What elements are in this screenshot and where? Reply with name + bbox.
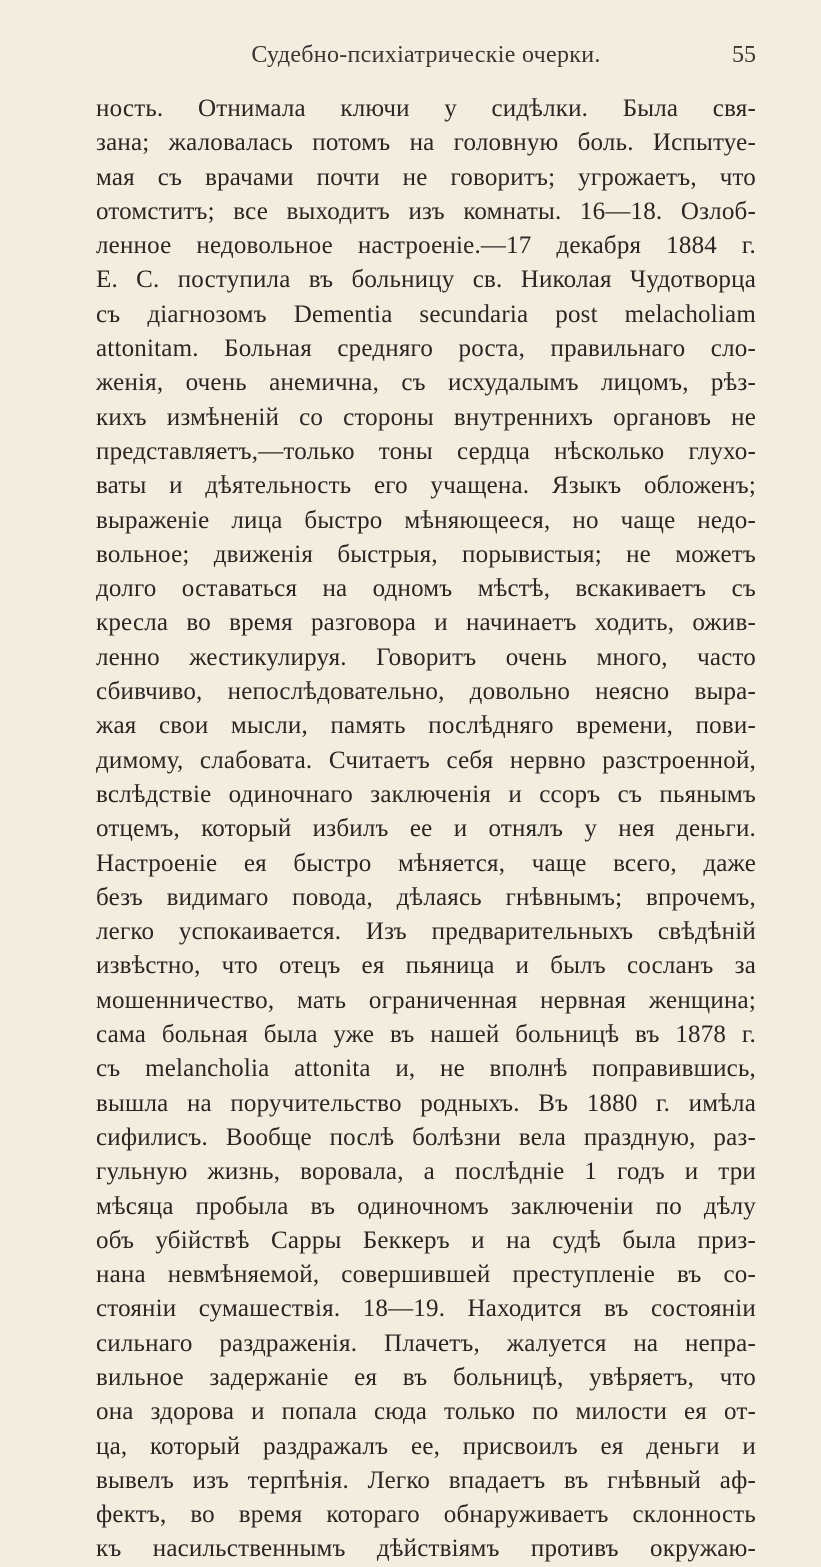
text-line: жая свои мысли, память послѣдняго времени, пови- — [96, 712, 756, 740]
text-line: ность. Отнимала ключи у сидѣлки. Была свя- — [96, 95, 756, 122]
text-line: ваты и дѣятельность его учащена. Языкъ обложенъ; — [96, 472, 756, 500]
text-line: сильнаго раздраженія. Плачетъ, жалуется на непра- — [96, 1329, 756, 1357]
text-line: къ насильственнымъ дѣйствіямъ противъ окружаю- — [96, 1535, 756, 1563]
text-line: вильное задержаніе ея въ больницѣ, увѣряетъ, что — [96, 1363, 756, 1391]
text-line: фектъ, во время котораго обнаруживаетъ склонность — [96, 1501, 756, 1529]
text-line: отцемъ, который избилъ ее и отнялъ у нея деньги. — [96, 815, 756, 843]
text-line: мошенничество, мать ограниченная нервная женщина; — [96, 986, 756, 1014]
text-line: отомститъ; все выходитъ изъ комнаты. 16—18. Озлоб- — [96, 197, 756, 225]
text-line: долго оставаться на одномъ мѣстѣ, вскакиваетъ съ — [96, 575, 756, 603]
text-line: стояніи сумашествія. 18—19. Находится въ состояніи — [96, 1295, 756, 1323]
text-line: гульную жизнь, воровала, а послѣдніе 1 годъ и три — [96, 1158, 756, 1186]
text-line: кресла во время разговора и начинаетъ ходить, ожив- — [96, 609, 756, 637]
text-line: безъ видимаго повода, дѣлаясь гнѣвнымъ; впрочемъ, — [96, 883, 756, 911]
text-line: вывелъ изъ терпѣнія. Легко впадаетъ въ гнѣвный аф- — [96, 1466, 756, 1494]
body-text — [96, 92, 756, 1567]
text-line: объ убійствѣ Сарры Беккеръ и на судѣ была приз- — [96, 1226, 756, 1254]
running-title: Судебно-психіатрическіе очерки. — [251, 42, 601, 68]
text-line: сбивчиво, непослѣдовательно, довольно неясно выра- — [96, 678, 756, 706]
running-header — [96, 42, 756, 78]
text-line: съ діагнозомъ Dementia secundaria post melacholiam — [96, 300, 756, 328]
text-line: мая съ врачами почти не говоритъ; угрожаетъ, что — [96, 163, 756, 191]
text-line: она здорова и попала сюда только по милости ея от- — [96, 1398, 756, 1426]
text-line: извѣстно, что отецъ ея пьяница и былъ сосланъ за — [96, 952, 756, 980]
text-line: вышла на поручительство родныхъ. Въ 1880 г. имѣла — [96, 1089, 756, 1117]
text-line: сама больная была уже въ нашей больницѣ въ 1878 г. — [96, 1021, 756, 1049]
text-line: сифилисъ. Вообще послѣ болѣзни вела праздную, раз- — [96, 1123, 756, 1151]
text-line: Настроеніе ея быстро мѣняется, чаще всего, даже — [96, 849, 756, 877]
text-line: женія, очень анемична, съ исхудалымъ лицомъ, рѣз- — [96, 369, 756, 397]
text-line: зана; жаловалась потомъ на головную боль. Испытуе- — [96, 129, 756, 157]
text-line: вслѣдствіе одиночнаго заключенія и ссоръ съ пьянымъ — [96, 780, 756, 808]
text-line: attonitam. Больная средняго роста, правильнаго сло- — [96, 335, 756, 363]
text-line: съ melancholia attonita и, не вполнѣ поправившись, — [96, 1055, 756, 1083]
text-line: Е. С. поступила въ больницу св. Николая Чудотворца — [96, 266, 756, 294]
text-line: ленно жестикулируя. Говоритъ очень много, часто — [96, 643, 756, 671]
text-line: представляетъ,—только тоны сердца нѣсколько глухо- — [96, 437, 756, 465]
text-line: ленное недовольное настроеніе.—17 декабря 1884 г. — [96, 232, 756, 260]
text-line: нана невмѣняемой, совершившей преступленіе въ со- — [96, 1261, 756, 1289]
text-line: выраженіе лица быстро мѣняющееся, но чаще недо- — [96, 506, 756, 534]
text-line: кихъ измѣненій со стороны внутреннихъ органовъ не — [96, 403, 756, 431]
text-line: ца, который раздражалъ ее, присвоилъ ея деньги и — [96, 1432, 756, 1460]
text-line: легко успокаивается. Изъ предварительныхъ свѣдѣній — [96, 918, 756, 946]
text-line: димому, слабовата. Считаетъ себя нервно разстроенной, — [96, 746, 756, 774]
text-line: вольное; движенія быстрыя, порывистыя; не можетъ — [96, 540, 756, 568]
page-number: 55 — [732, 42, 756, 68]
text-line: мѣсяца пробыла въ одиночномъ заключеніи по дѣлу — [96, 1192, 756, 1220]
